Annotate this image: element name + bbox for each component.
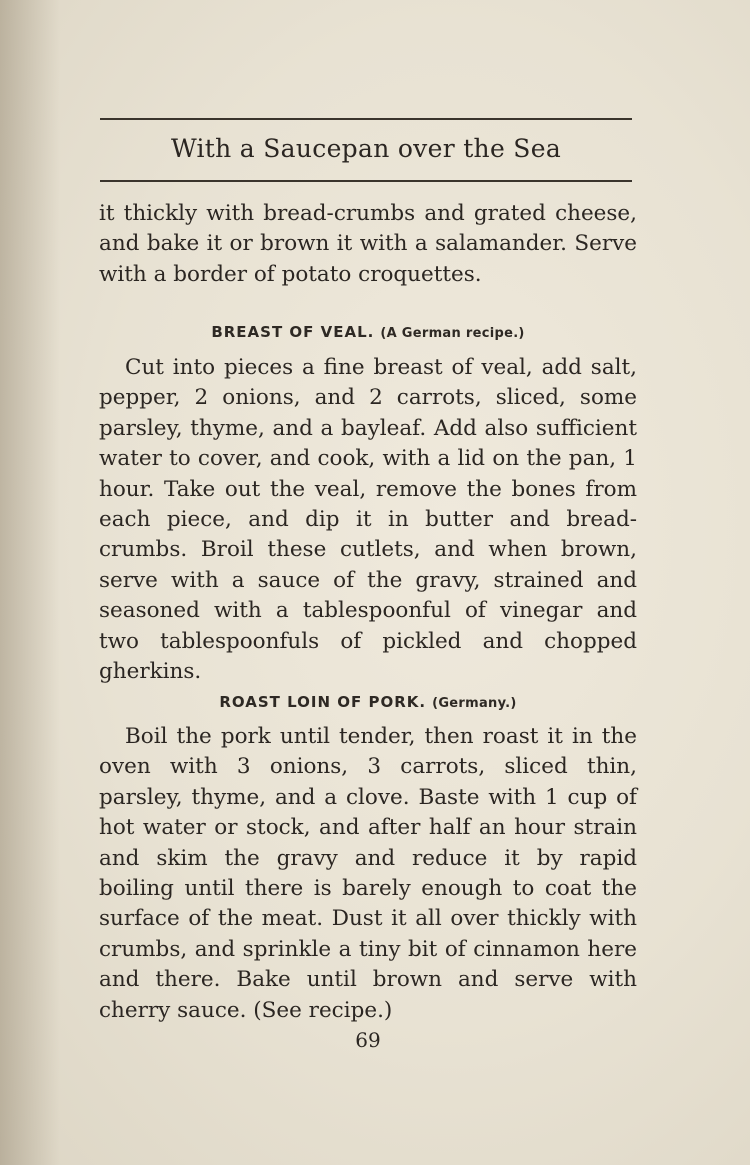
header-rule-bottom <box>100 180 632 182</box>
continuation-text: it thickly with bread-crumbs and grated cheese, and bake it or brown it with a salamander. Serve with a border of potato croquettes. <box>99 201 637 287</box>
section-heading-breast-of-veal <box>99 322 637 341</box>
recipe-text: Cut into pieces a fine breast of veal, add salt, pepper, 2 onions, and 2 carrots, sliced, some parsley, thyme, and a bayleaf. Add also sufficient water to cover, and cook, with a lid on the pan, 1 hour. Take out the veal, remove the bones from each piece, and dip it in butter and bread-crumbs. Broil these cutlets, and when brown, serve with a sauce of the gravy, strained and seasoned with a tablespoonful of vinegar and two tablespoonfuls of pickled and chopped gherkins. <box>99 355 637 685</box>
continuation-paragraph <box>99 199 637 290</box>
gutter-shadow <box>0 0 60 1165</box>
section-note: (Germany.) <box>432 696 517 711</box>
recipe-roast-loin-of-pork <box>99 722 637 1026</box>
recipe-breast-of-veal <box>99 353 637 687</box>
page-number: 69 <box>355 1028 381 1052</box>
section-note: (A German recipe.) <box>380 326 525 341</box>
recipe-text: Boil the pork until tender, then roast it in the oven with 3 onions, 3 carrots, sliced thin, parsley, thyme, and a clove. Baste with 1 cup of hot water or stock, and after half an hour strain and skim the gravy and reduce it by rapid boiling until there is barely enough to coat the surface of the meat. Dust it all over thickly with crumbs, and sprinkle a tiny bit of cinnamon here and there. Bake until brown and serve with cherry sauce. (See recipe.) <box>99 724 637 1023</box>
section-title: BREAST OF VEAL. <box>211 323 375 341</box>
header-rule-top <box>100 118 632 120</box>
section-heading-roast-loin-of-pork <box>99 692 637 711</box>
running-head: With a Saucepan over the Sea <box>170 134 562 163</box>
section-title: ROAST LOIN OF PORK. <box>219 693 427 711</box>
